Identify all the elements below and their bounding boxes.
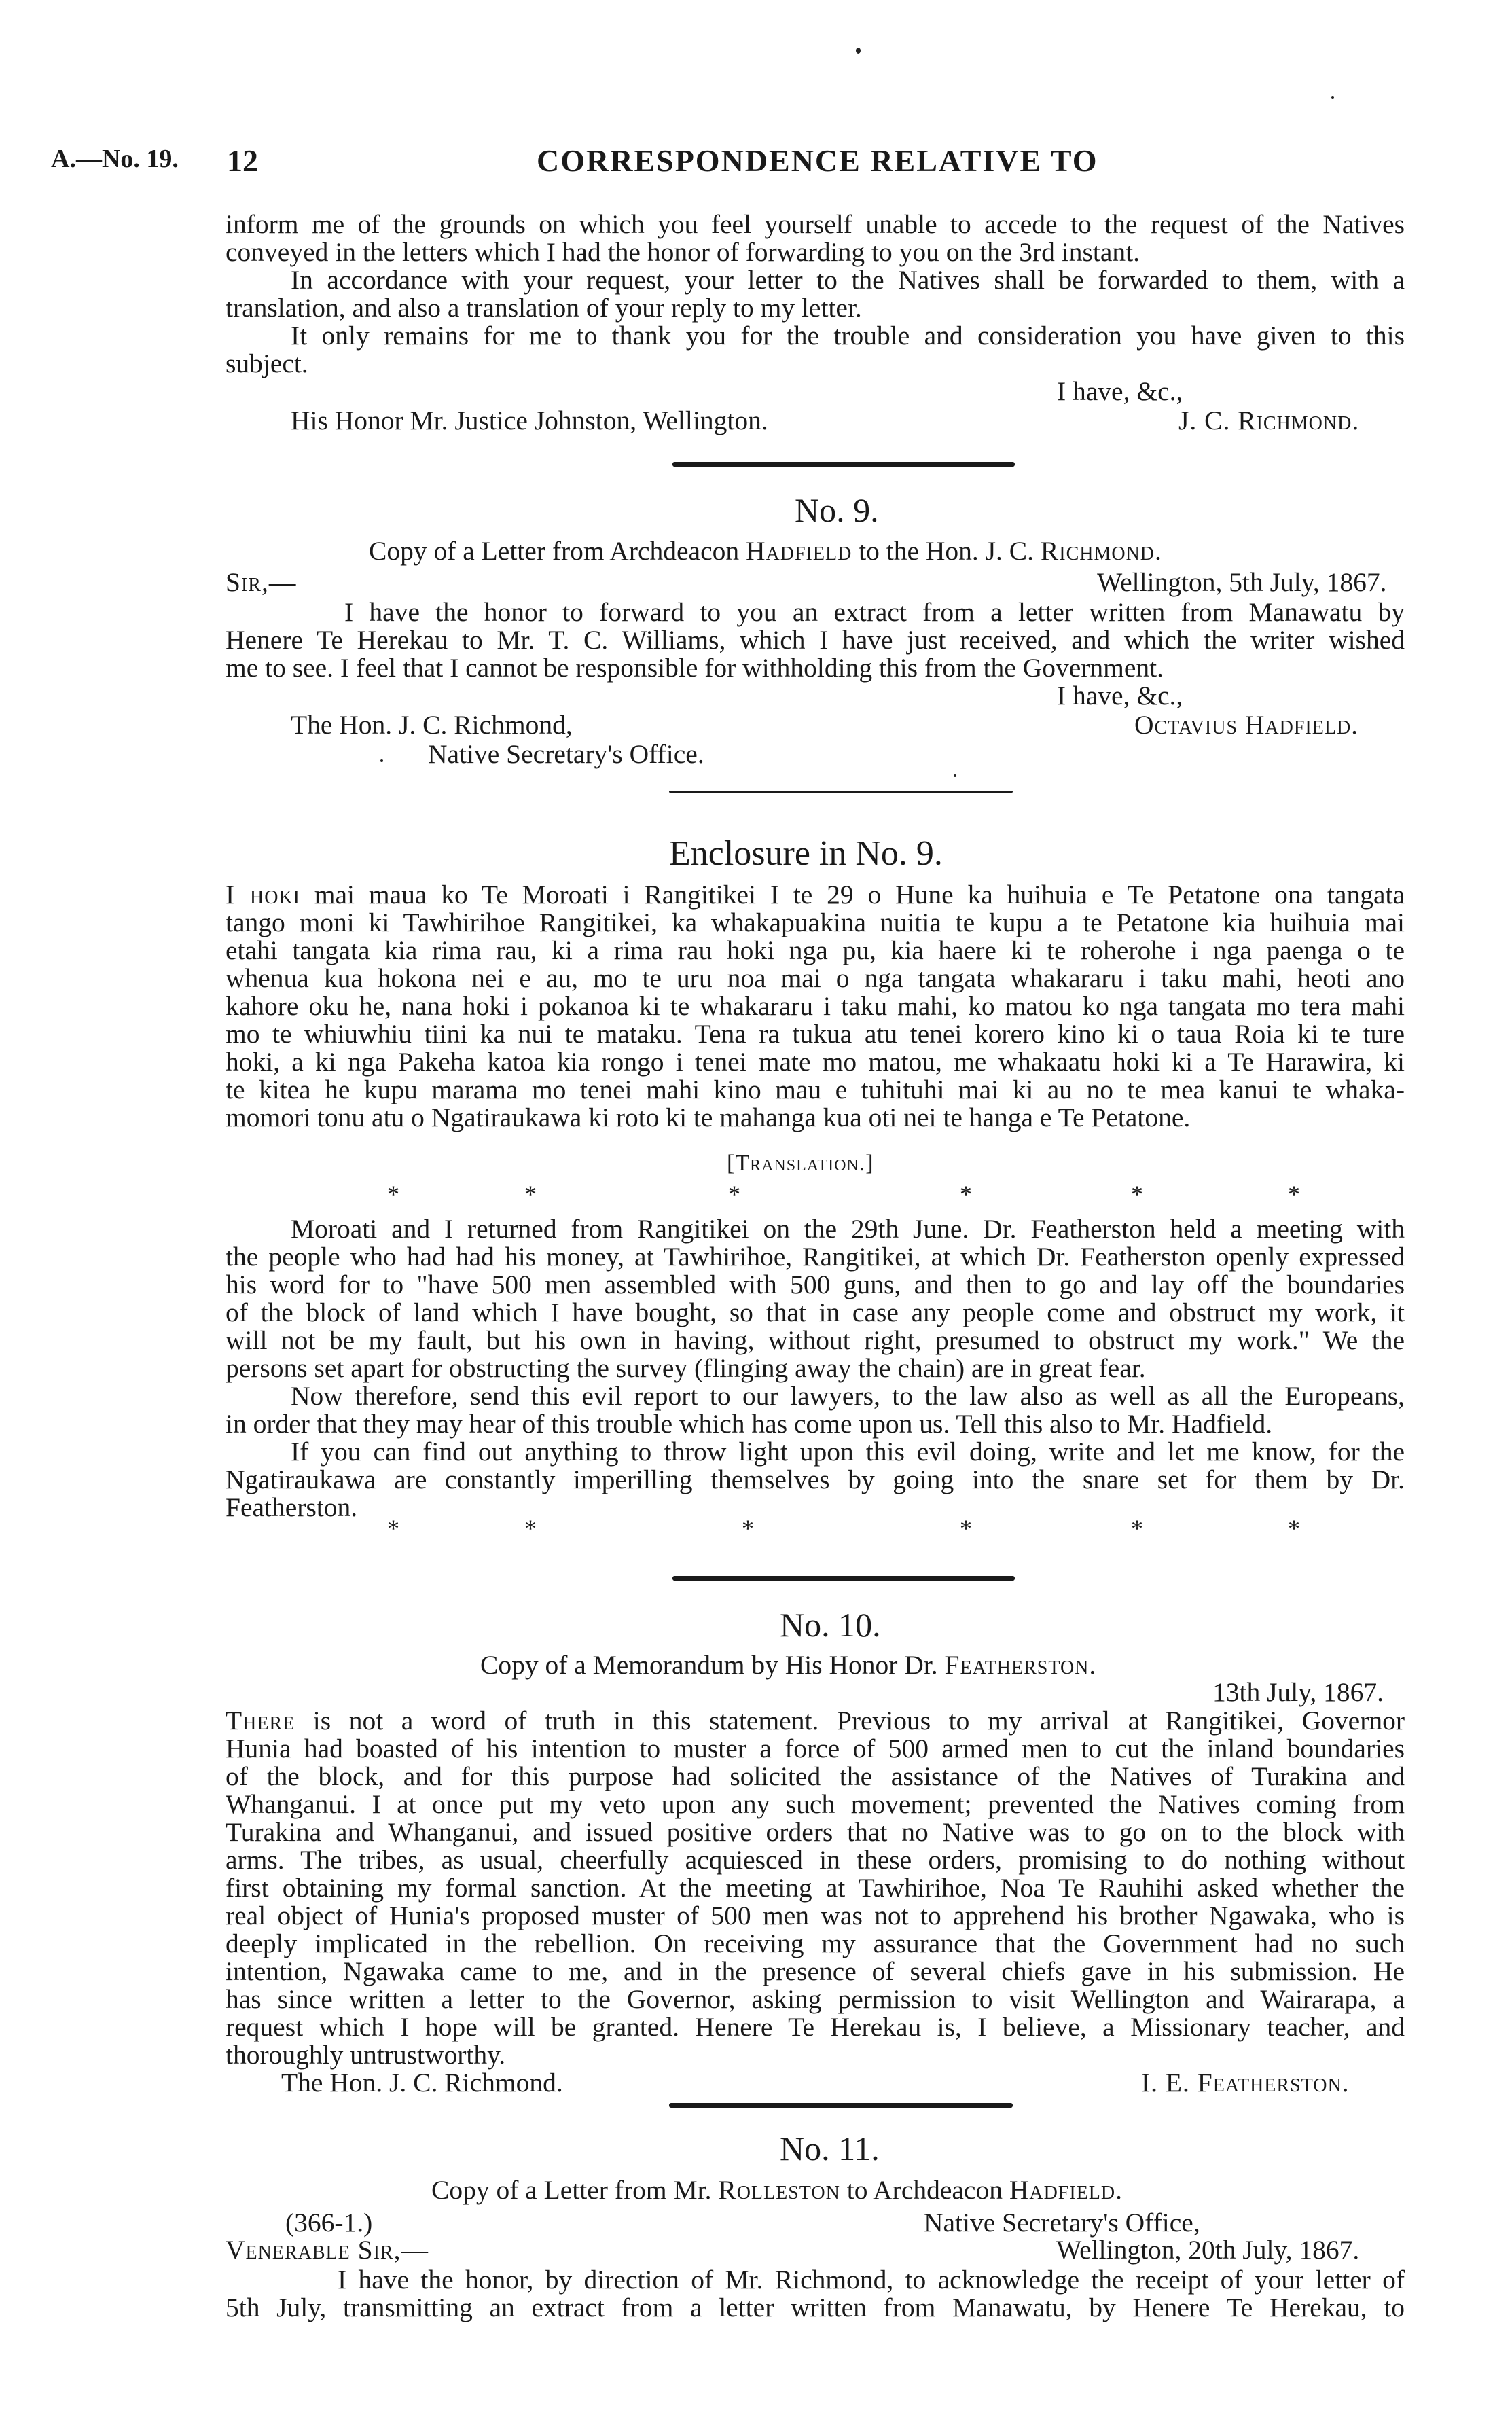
body-line: mo te whiuwhiu tiini ka nui te mataku. Tena ra tukua atu tenei korero kino ki o taua Roia ki te ture (226, 1019, 1405, 1049)
asterisk: * (1131, 1181, 1143, 1208)
asterisk: * (960, 1515, 972, 1542)
body-line: thoroughly untrustworthy. (226, 2040, 506, 2070)
body-line: deeply implicated in the rebellion. On receiving my assurance that the Government had no such (226, 1928, 1405, 1958)
body-line: inform me of the grounds on which you feel yourself unable to accede to the request of the Natives (226, 209, 1405, 239)
asterisk: * (728, 1181, 740, 1208)
body-line: in order that they may hear of this trouble which has come upon us. Tell this also to Mr. Hadfield. (226, 1409, 1273, 1439)
body-line: hoki, a ki nga Pakeha katoa kia rongo i tenei mate mo matou, me whakaatu hoki ki a Te Harawira, ki (226, 1047, 1405, 1077)
asterisk: * (387, 1515, 399, 1542)
body-line: etahi tangata kia rima rau, ki a rima rau hoki nga pu, kia haere ki te roherohe i nga paenga o te (226, 935, 1405, 965)
subtitle-text: Copy of a Memorandum by His Honor Dr. (480, 1650, 938, 1680)
body-line: Hunia had boasted of his intention to muster a force of 500 armed men to cut the inland boundaries (226, 1734, 1405, 1763)
office-line: Native Secretary's Office, (924, 2208, 1200, 2238)
section-rule (672, 462, 1015, 467)
asterisk: * (1131, 1515, 1143, 1542)
body-line: Ngatiraukawa are constantly imperilling themselves by going into the snare set for them by Dr. (226, 1465, 1405, 1494)
section-rule (672, 1576, 1015, 1581)
section-subtitle (480, 1652, 1096, 1679)
body-line: whenua kua hokona nei e au, mo te uru noa mai o nga tangata whakararu i taku mahi, heoti ano (226, 963, 1405, 993)
body-line: of the block, and for this purpose had solicited the assistance of the Natives of Turakina and (226, 1761, 1405, 1791)
dateline: Wellington, 20th July, 1867. (1056, 2235, 1360, 2265)
letter-closing: I have, &c., (1057, 376, 1183, 406)
body-line: Henere Te Herekau to Mr. T. C. Williams, which I have just received, and which the writer wished (226, 625, 1405, 655)
body-line: Now therefore, send this evil report to our lawyers, to the law also as well as all the Europeans, (291, 1381, 1405, 1411)
dateline: 13th July, 1867. (1212, 1677, 1384, 1707)
body-line: Turakina and Whanganui, and issued positive orders that no Native was to go on to the block with (226, 1817, 1405, 1847)
body-line: If you can find out anything to throw light upon this evil doing, write and let me know, for the (291, 1437, 1405, 1467)
reference-number: (366-1.) (285, 2208, 373, 2238)
asterisk: * (524, 1181, 537, 1208)
section-rule (669, 2103, 1013, 2108)
letter-addressee: Native Secretary's Office. (428, 739, 704, 769)
body-line: subject. (226, 348, 308, 378)
body-line: In accordance with your request, your letter to the Natives shall be forwarded to them, with a (291, 265, 1405, 295)
body-line: I have the honor to forward to you an extract from a letter written from Manawatu by (344, 597, 1405, 627)
body-line: will not be my fault, but his own in having, without right, presumed to obstruct my work." We the (226, 1325, 1405, 1355)
subtitle-name: Rolleston (718, 2175, 840, 2205)
section-rule (669, 791, 1013, 793)
translation-label: [Translation.] (727, 1151, 874, 1176)
body-line: the people who had had his money, at Tawhirihoe, Rangitikei, at which Dr. Featherston openly expressed (226, 1242, 1405, 1272)
asterisk: * (960, 1181, 972, 1208)
section-subtitle (369, 538, 1162, 565)
ink-speck (954, 774, 956, 777)
body-line: me to see. I feel that I cannot be responsible for withholding this from the Government. (226, 653, 1164, 683)
section-subtitle (431, 2177, 1123, 2204)
body-line: te kitea he kupu marama mo tenei mahi kino mau e tuhituhi mai ki au no te mea kanui te whaka- (226, 1075, 1405, 1104)
subtitle-name: Featherston. (944, 1650, 1097, 1680)
asterisk: * (1288, 1515, 1300, 1542)
letter-addressee: The Hon. J. C. Richmond. (281, 2068, 563, 2098)
body-line (226, 1708, 1405, 1735)
letter-addressee: The Hon. J. C. Richmond, (291, 710, 573, 740)
lead-word: I hoki (226, 880, 300, 910)
body-line: intention, Ngawaka came to me, and in the presence of several chiefs gave in his submission. He (226, 1956, 1405, 1986)
asterisk: * (524, 1515, 537, 1542)
subtitle-name: Hadfield. (1009, 2175, 1123, 2205)
body-line: Featherston. (226, 1492, 358, 1522)
ink-speck (1331, 96, 1334, 99)
body-line: kahore oku he, nana hoki i pokanoa ki te whakararu i taku mahi, ko matou ko nga tangata mo tera mahi (226, 991, 1405, 1021)
ink-speck (856, 48, 861, 54)
letter-closing: I have, &c., (1057, 681, 1183, 711)
asterisk: * (387, 1181, 399, 1208)
body-line: tango moni ki Tawhirihoe Rangitikei, ka whakapuakina nuitia te kupu a te Petatone kia huihuia mai (226, 908, 1405, 937)
body-line: request which I hope will be granted. Henere Te Herekau is, I believe, a Missionary teacher, and (226, 2012, 1405, 2042)
body-line: persons set apart for obstructing the survey (flinging away the chain) are in great fear. (226, 1353, 1146, 1383)
body-line: first obtaining my formal sanction. At the meeting at Tawhirihoe, Noa Te Rauhihi asked whether the (226, 1873, 1405, 1903)
dateline: Wellington, 5th July, 1867. (1097, 567, 1387, 597)
body-line: 5th July, transmitting an extract from a letter written from Manawatu, by Henere Te Herekau, to (226, 2293, 1405, 2322)
header-code: A.—No. 19. (51, 145, 179, 173)
salutation: Venerable Sir,— (226, 2235, 429, 2265)
asterisk-row (0, 1182, 1512, 1209)
letter-addressee: His Honor Mr. Justice Johnston, Wellington. (291, 406, 768, 435)
subtitle-text: to Archdeacon (846, 2175, 1003, 2205)
body-text: mai maua ko Te Moroati i Rangitikei I te 29 o Hune ka huihuia e Te Petatone ona tangata (314, 880, 1405, 910)
body-line (226, 882, 1405, 909)
ink-speck (380, 759, 383, 762)
body-line: It only remains for me to thank you for the trouble and consideration you have given to this (291, 321, 1405, 351)
lead-word: There (226, 1706, 295, 1736)
body-line: of the block of land which I have bought, so that in case any people come and obstruct my work, it (226, 1297, 1405, 1327)
letter-signature: J. C. Richmond. (1178, 406, 1360, 435)
body-line: Moroati and I returned from Rangitikei on the 29th June. Dr. Featherston held a meeting with (291, 1214, 1405, 1244)
section-heading: No. 11. (780, 2130, 880, 2168)
body-line: has since written a letter to the Governor, asking permission to visit Wellington and Wairarapa, a (226, 1984, 1405, 2014)
subtitle-text: to the Hon. J. C. (859, 536, 1034, 566)
body-text: is not a word of truth in this statement. Previous to my arrival at Rangitikei, Governor (312, 1706, 1405, 1736)
body-line: arms. The tribes, as usual, cheerfully acquiesced in these orders, promising to do nothing without (226, 1845, 1405, 1875)
letter-signature: Octavius Hadfield. (1134, 710, 1359, 740)
asterisk: * (742, 1515, 754, 1542)
subtitle-text: Copy of a Letter from Mr. (431, 2175, 712, 2205)
section-heading: Enclosure in No. 9. (669, 834, 943, 873)
subtitle-text: Copy of a Letter from Archdeacon (369, 536, 740, 566)
section-heading: No. 10. (780, 1606, 881, 1644)
section-heading: No. 9. (795, 491, 879, 529)
running-title: CORRESPONDENCE RELATIVE TO (537, 143, 1098, 178)
body-line: his word for to "have 500 men assembled with 500 guns, and then to go and lay off the boundaries (226, 1270, 1405, 1299)
asterisk: * (1288, 1181, 1300, 1208)
body-line: Whanganui. I at once put my veto upon any such movement; prevented the Natives coming from (226, 1789, 1405, 1819)
subtitle-name: Hadfield (746, 536, 852, 566)
page-number: 12 (227, 143, 258, 178)
body-line: translation, and also a translation of your reply to my letter. (226, 293, 862, 323)
letter-signature: I. E. Featherston. (1141, 2068, 1350, 2098)
salutation: Sir,— (226, 567, 297, 597)
body-line: conveyed in the letters which I had the honor of forwarding to you on the 3rd instant. (226, 237, 1140, 267)
asterisk-row (0, 1516, 1512, 1543)
body-line: momori tonu atu o Ngatiraukawa ki roto ki te mahanga kua oti nei te hanga e Te Petatone. (226, 1102, 1191, 1132)
body-line: I have the honor, by direction of Mr. Richmond, to acknowledge the receipt of your letter of (338, 2265, 1405, 2295)
body-line: real object of Hunia's proposed muster of 500 men was not to apprehend his brother Ngawaka, who is (226, 1901, 1405, 1930)
subtitle-name: Richmond. (1040, 536, 1162, 566)
